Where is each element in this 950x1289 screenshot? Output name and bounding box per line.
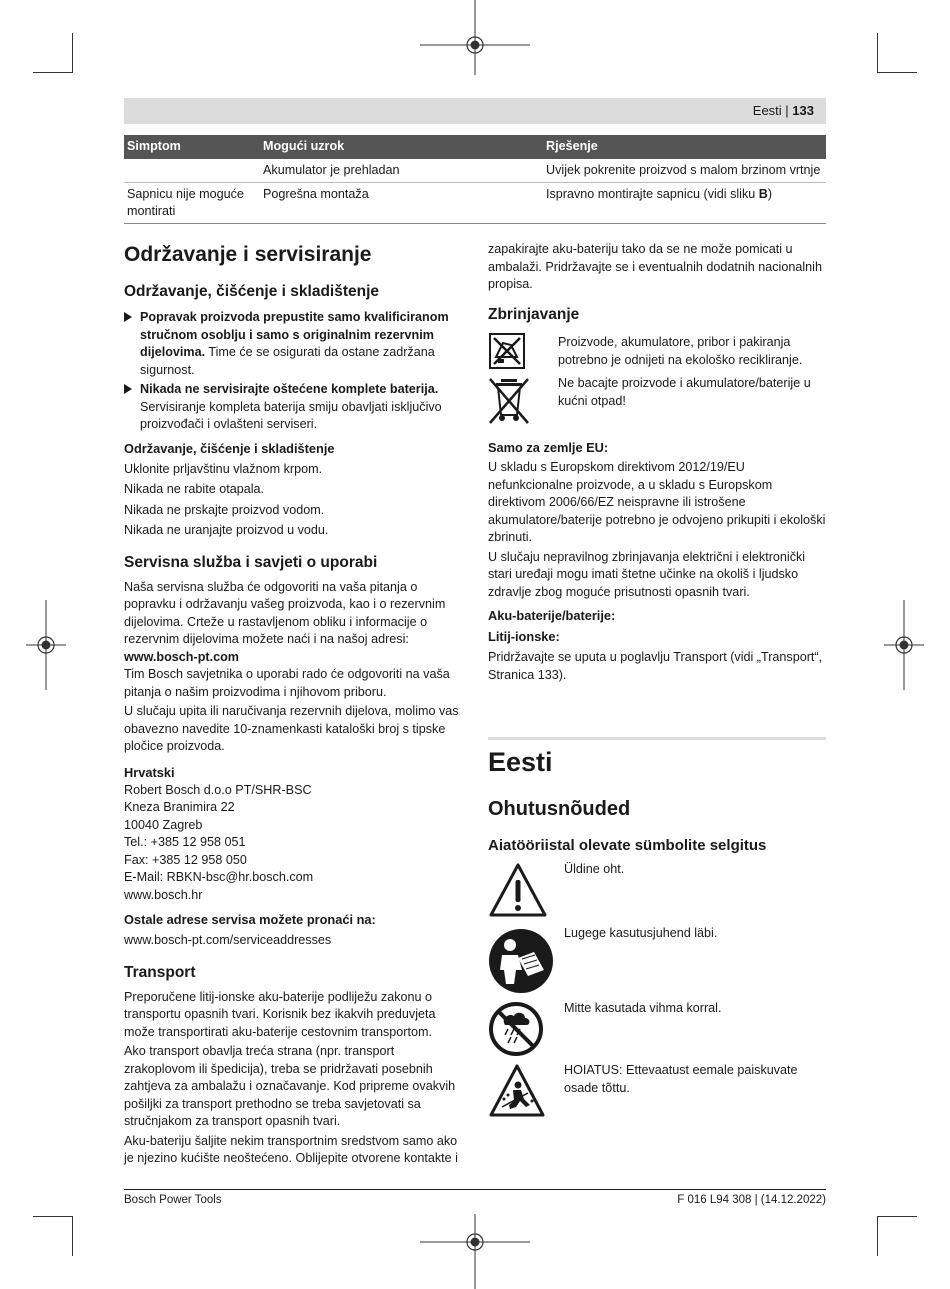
column-header: Mogući uzrok xyxy=(260,135,543,159)
subsection-title: Zbrinjavanje xyxy=(488,305,580,323)
registration-mark-right xyxy=(884,600,924,690)
crop-mark xyxy=(72,33,73,73)
service-url: www.bosch-pt.com xyxy=(124,649,239,664)
subsection-title: Aiatööriistal olevate sümbolite selgitus xyxy=(488,837,767,854)
crop-mark xyxy=(877,1216,878,1256)
list-item: Popravak proizvoda prepustite samo kvalificiranom stručnom osoblju i samo s originalnim rezervnim dijelovima. Time će se osigurati da ostane zadržana sigurnost. xyxy=(124,309,464,379)
no-rain-icon xyxy=(488,1001,544,1057)
bullet-arrow-icon xyxy=(124,312,132,322)
crop-mark xyxy=(72,1216,73,1256)
registration-mark-bottom xyxy=(420,1214,530,1289)
flying-debris-warning-icon xyxy=(488,1063,546,1119)
column-header: Simptom xyxy=(124,135,260,159)
warning-triangle-icon xyxy=(488,862,548,918)
crop-mark xyxy=(877,33,878,73)
bullet-arrow-icon xyxy=(124,384,132,394)
column-header: Rješenje xyxy=(543,135,826,159)
header-bar xyxy=(124,98,826,124)
subsection-title: Servisna služba i savjeti o uporabi xyxy=(124,553,378,571)
paragraph-label: Hrvatski xyxy=(124,764,175,780)
section-divider xyxy=(488,737,826,740)
paragraph-label: Litij-ionske: xyxy=(488,629,560,644)
section-title: Ohutusnõuded xyxy=(488,798,631,820)
list-item: Nikada ne servisirajte oštećene komplete baterija. Servisiranje kompleta baterija smiju obavljati isključivo proizvođači i ovlašteni serviseri. xyxy=(124,381,464,434)
crop-mark xyxy=(33,1216,73,1217)
footer-rule xyxy=(124,1189,826,1190)
recycle-packaging-icon xyxy=(489,333,525,369)
table-row: Sapnicu nije moguće montirati Pogrešna montaža Ispravno montirajte sapnicu (vidi sliku B) xyxy=(124,182,826,223)
section-title: Održavanje i servisiranje xyxy=(124,243,372,266)
crop-mark xyxy=(877,72,917,73)
read-manual-icon xyxy=(488,928,554,994)
left-column: Održavanje i servisiranje Održavanje, čišćenje i skladištenje Popravak proizvoda prepustite samo kvalificiranom stručnom osoblju i samo s originalnim rezervnim dijelovima. Time će se osigurati da ostane zadržana sigurnost. Nikada ne servisirajte oštećene komplete baterija. Servisiranje kompleta baterija smiju obavljati isključivo proizvođači i ovlašteni serviseri. Održavanje, čišćenje i skladištenje Uklonite prljavštinu vlažnom krpom. Nikada ne rabite otapala. Nikada ne prskajte proizvod vodom. Nikada ne uranjajte proizvod u vodu. Servisna služba i savjeti o uporabi Naša servisna služba će odgovoriti na vaša pitanja o popravku i održavanju vašeg proizvoda, kao i o rezervnim dijelovima. Crteže u rastavljenom obliku i informacije o rezervnim dijelovima možete naći i na našoj adresi: www.bosch-pt.com Tim Bosch savjetnika o uporabi rado će odgovoriti na vaša pitanja o našim proizvodima i njihovom priboru. U slučaju upita ili naručivanja rezervnih dijelova, molimo vas obavezno navedite 10-znamenkasti kataloški broj s tipske pločice proizvoda. Hrvatski Robert Bosch d.o.o PT/SHR-BSC Kneza Branimira 22 10040 Zagreb Tel.: +385 12 958 051 Fax: +385 12 958 050 E-Mail: RBKN-bsc@hr.bosch.com www.bosch.hr Ostale adrese servisa možete pronaći na: www.bosch-pt.com/serviceaddresses Transport Preporučene litij-ionske aku-baterije podliježu zakonu o transportu opasnih tvari. Korisnik bez ikakvih preduvjeta može transportirati aku-baterije cestovnim transportom. Ako transport obavlja treća strana (npr. transport zrakoplovom ili špedicija), treba se pridržavati posebnih zahtjeva za ambalažu i označavanje. Kod pripreme ovakvih pošiljki za transport prethodno se treba savjetovati sa stručnjakom za transport opasnih tvari. Aku-bateriju šaljite nekim transportnim sredstvom samo ako je njezino kućište neoštećeno. Oblijepite otvorene kontakte i xyxy=(124,242,464,1168)
subsection-title: Održavanje, čišćenje i skladištenje xyxy=(124,283,380,300)
registration-mark-top xyxy=(420,0,530,75)
crop-mark xyxy=(33,72,73,73)
paragraph-label: Održavanje, čišćenje i skladištenje xyxy=(124,440,335,456)
registration-mark-left xyxy=(26,600,66,690)
paragraph-label: Aku-baterije/baterije: xyxy=(488,608,616,623)
language-title: Eesti xyxy=(488,747,553,777)
subsection-title: Transport xyxy=(124,963,196,981)
troubleshooting-table xyxy=(124,135,826,224)
paragraph-label: Ostale adrese servisa možete pronaći na: xyxy=(124,912,376,927)
table-row: Akumulator je prehladan Uvijek pokrenite proizvod s malom brzinom vrtnje xyxy=(124,159,826,183)
crop-mark xyxy=(877,1216,917,1217)
paragraph-label: Samo za zemlje EU: xyxy=(488,440,609,455)
page-number: Eesti | 133 xyxy=(752,103,814,118)
right-column-lower: Samo za zemlje EU: U skladu s Europskom direktivom 2012/19/EU nefunkcionalne proizvode, a u skladu s Europskom direktivom 2006/66/EZ neispravne ili istrošene akumulatore/baterije potrebno je odvojeno prikupiti i ekološki zbrinuti. U slučaju nepravilnog zbrinjavanja električni i elektronički stari uređaji mogu imati štetne učinke na okoliš i ljudsko zdravlje zbog moguće prisutnosti opasnih tvari. Aku-baterije/baterije: Litij-ionske: Pridržavajte se uputa u poglavlju Transport (vidi „Transport“, Stranica 133). xyxy=(488,439,828,684)
crossed-bin-icon xyxy=(488,375,530,425)
service-addresses-url: www.bosch-pt.com/serviceaddresses xyxy=(124,933,332,947)
right-column: zapakirajte aku-bateriju tako da se ne može pomicati u ambalaži. Pridržavajte se i eventualnih dodatnih nacionalnih propisa. Zbrinjavanje xyxy=(488,241,828,325)
footer-docnumber: F 016 L94 308 | (14.12.2022) xyxy=(677,1194,826,1206)
footer-brand: Bosch Power Tools xyxy=(124,1194,222,1206)
